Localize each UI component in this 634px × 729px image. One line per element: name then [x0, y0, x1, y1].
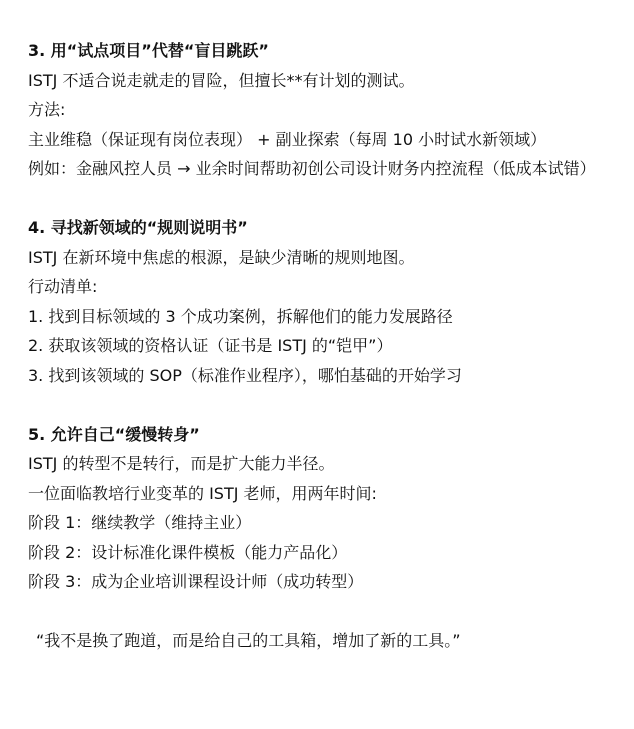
section-5-heading: 5. 允许自己“缓慢转身” — [28, 424, 200, 444]
section-4-heading: 4. 寻找新领域的“规则说明书” — [28, 218, 248, 237]
section-4-line-3: 1. 找到目标领域的 3 个成功案例，拆解他们的能力发展路径 — [28, 306, 453, 326]
section-4-line-5: 3. 找到该领域的 SOP（标准作业程序），哪怕基础的开始学习 — [28, 365, 462, 385]
section-4-line-2: 行动清单: — [28, 277, 98, 296]
section-5-line-3: 阶段 1：继续教学（维持主业） — [28, 513, 252, 532]
section-4-line-4: 2. 获取该领域的资格认证（证书是 ISTJ 的“铠甲”） — [28, 336, 393, 355]
section-3-line-1: ISTJ 不适合说走就走的冒险，但擅长**有计划的测试。 — [28, 70, 415, 90]
section-3-line-3: 主业维稳（保证现有岗位表现） + 副业探索（每周 10 小时试水新领域） — [28, 129, 547, 149]
section-spacer — [28, 390, 628, 420]
section-spacer — [28, 184, 628, 214]
closing-quote: “我不是换了跑道，而是给自己的工具箱，增加了新的工具。” — [36, 631, 461, 650]
section-5-line-1: ISTJ 的转型不是转行，而是扩大能力半径。 — [28, 454, 335, 473]
section-5-line-2: 一位面临教培行业变革的 ISTJ 老师，用两年时间: — [28, 483, 377, 503]
section-3-line-4: 例如：金融风控人员 → 业余时间帮助初创公司设计财务内控流程（低成本试错） — [28, 159, 596, 178]
document-body — [28, 36, 628, 656]
section-3-line-2: 方法: — [28, 100, 66, 119]
section-5-line-4: 阶段 2：设计标准化课件模板（能力产品化） — [28, 542, 348, 562]
section-3-heading: 3. 用“试点项目”代替“盲目跳跃” — [28, 41, 269, 60]
section-4-line-1: ISTJ 在新环境中焦虑的根源，是缺少清晰的规则地图。 — [28, 247, 415, 267]
section-spacer — [28, 597, 628, 627]
section-5-line-5: 阶段 3：成为企业培训课程设计师（成功转型） — [28, 572, 364, 591]
